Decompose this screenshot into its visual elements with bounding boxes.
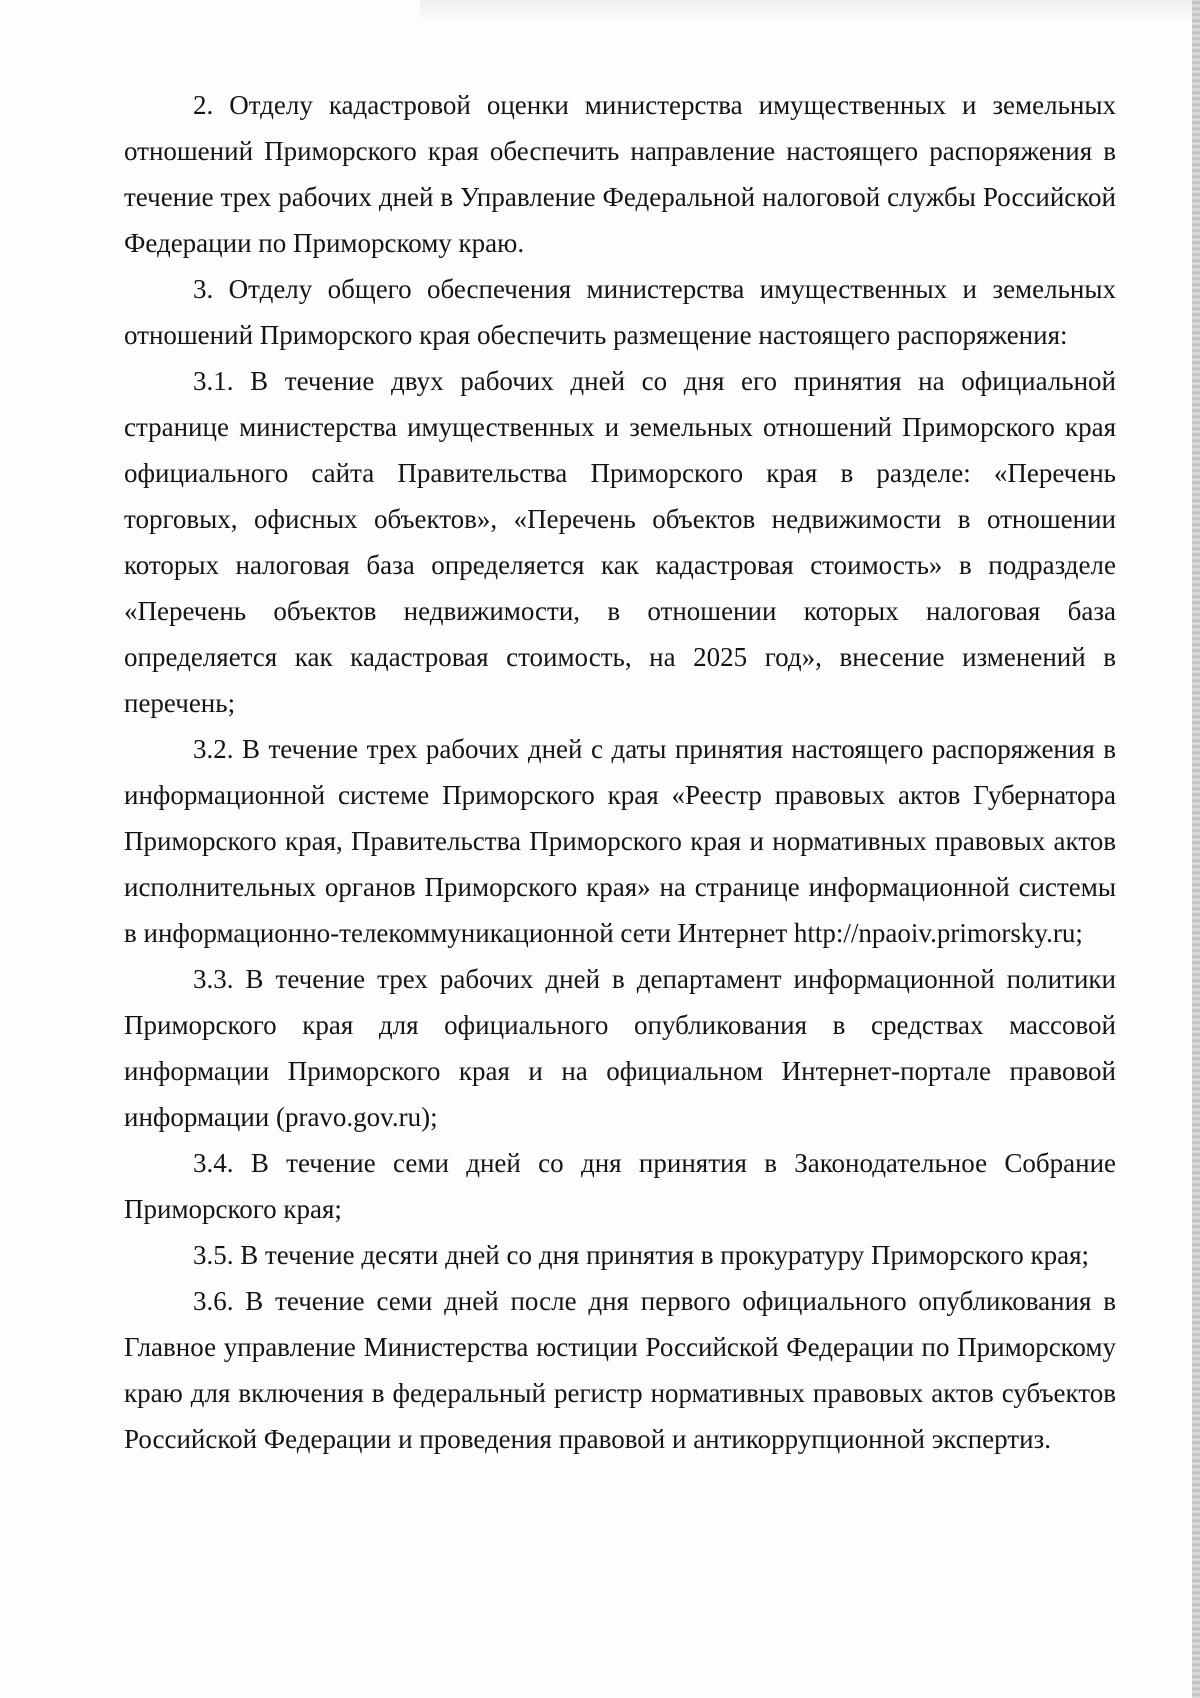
scan-shadow-top <box>420 0 1200 22</box>
paragraph-3: 3. Отделу общего обеспечения министерства имущественных и земельных отношений Приморского края обеспечить размещение настоящего распоряжения: <box>124 274 1116 350</box>
paragraph-3-6: 3.6. В течение семи дней после дня первого официального опубликования в Главное управление Министерства юстиции Российской Федерации по Приморскому краю для включения в федеральный регистр нормативных правовых актов субъектов Российской Федерации и проведения правовой и антикоррупционной экспертиз. <box>124 1286 1116 1454</box>
document-body <box>124 82 1116 1462</box>
paragraph-3-2: 3.2. В течение трех рабочих дней с даты принятия настоящего распоряжения в информационной системе Приморского края «Реестр правовых актов Губернатора Приморского края, Правительства Приморского края и нормативных правовых актов исполнительных органов Приморского края» на странице информационной системы в информационно-телекоммуникационной сети Интернет http://npaoiv.primorsky.ru; <box>124 734 1116 948</box>
paragraph-3-3: 3.3. В течение трех рабочих дней в департамент информационной политики Приморского края для официального опубликования в средствах массовой информации Приморского края и на официальном Интернет-портале правовой информации (pravo.gov.ru); <box>124 964 1116 1132</box>
paragraph-3-4: 3.4. В течение семи дней со дня принятия в Законодательное Собрание Приморского края; <box>124 1148 1116 1224</box>
paragraph-3-1: 3.1. В течение двух рабочих дней со дня его принятия на официальной странице министерства имущественных и земельных отношений Приморского края официального сайта Правительства Приморского края в разделе: «Перечень торговых, офисных объектов», «Перечень объектов недвижимости в отношении которых налоговая база определяется как кадастровая стоимость» в подразделе «Перечень объектов недвижимости, в отношении которых налоговая база определяется как кадастровая стоимость, на 2025 год», внесение изменений в перечень; <box>124 366 1116 718</box>
paragraph-3-5: 3.5. В течение десяти дней со дня принятия в прокуратуру Приморского края; <box>193 1240 1089 1270</box>
scan-edge-right <box>1192 0 1200 1698</box>
paragraph-2: 2. Отделу кадастровой оценки министерства имущественных и земельных отношений Приморского края обеспечить направление настоящего распоряжения в течение трех рабочих дней в Управление Федеральной налоговой службы Российской Федерации по Приморскому краю. <box>124 90 1116 258</box>
